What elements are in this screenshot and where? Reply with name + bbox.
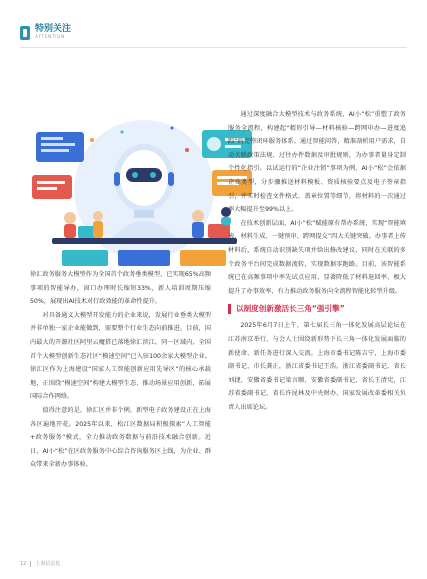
- heading-bar-icon: [228, 304, 231, 314]
- paragraph: 对具备通义大模型开发能力的企业来说，发展行业垂类大模型并非单独一家企业能做到，需要整个行业生态向前推进。目前，国内最大的开源社区阿里云魔搭已落地徐汇滨江。同一区域内，全国首个大模型创新生态社区“模速空间”已入驻100余家大模型企业。徐汇区作为上海建设“国家人工智能创新应用先导区”的核心承载地，正围绕“模速空间”构建大模型生态，推动场景应用创新，拓展国际合作网络。: [30, 311, 211, 401]
- footer-divider: [30, 561, 31, 567]
- paragraph: 2025年6月7日上午，第七届长三角一体化发展高层论坛在江苏南京举行，与会人士围绕新形势下长三角一体化发展面临的新使命、新任务进行深入交流。上海市委书记陈吉宁，上海市委副书记、市长龚正，浙江省委书记王浩，浙江省委副书记、省长刘捷，安徽省委书记梁言顺，安徽省委副书记、省长王清宪，江苏省委副书记、省长许昆林及中央财办、国家发展改革委相关负责人出席论坛。: [228, 322, 406, 411]
- page-number: 12: [20, 560, 27, 567]
- paragraph: 值得注意的是，徐汇区并非个例，新型电子政务建设正在上海各区遍地开花。2025年以来，松江区数据局积极探索“人工智能+政务服务”模式，全力推动政务数据与前沿技术融合创新。近日，AI小“松”在区政务服务中心综合咨询服务区上线，为企业、群众带来全新办事体验。: [30, 406, 211, 469]
- section-title: 特别关注: [35, 24, 72, 35]
- left-column: [30, 268, 211, 472]
- header-divider: [20, 47, 407, 48]
- paragraph: 在技术创新层面，AI小“松”赋能原有帮办系统，实现“智能填表、材料生成、一键预审、跨网提交”四大关键突破。办事者上传材料后，系统自动识别缺失项并给出修改建议，同时在关联的多个政务平台间完成数据流转，实现数据零跑路。目前，该智能系统已在高频事项中率先试点应用，显著降低了材料退回率，极大提升了办事效率，有力推动政务服务向全流程智能化转型升级。: [228, 219, 406, 295]
- image-caption: 徐汇政务服务大模型作为全国首个政务垂类模型，已实现65%高频事项的智能导办，窗口办理时长缩短33%，新人培训周期压缩50%，展现出AI技术对行政效能的革命性提升。: [30, 271, 211, 306]
- section-header: [20, 22, 71, 44]
- section-subtitle: ATTENTION: [35, 35, 65, 41]
- paragraph: 通过深度融合大模型技术与政务系统，AI小“松”重塑了政务服务全流程，构建起“精形引导—材料核验—跨网申办—进度追踪”的完整闭环服务体系。通过智能问答，精准剖析用户需求，自动关联政策法规、过往办件数据及审批规则，为办事者量身定制个性化指引。以试运行的“企业注销”事项为例，AI小“松”会依据企业类型，分步骤推送材料模板、资质核验要点及电子签章指引，并实时检查文件格式、盖章位置等细节，将材料的一次通过率大幅提升至99%以上。: [228, 111, 406, 214]
- page-footer: [20, 560, 60, 567]
- section-heading-text: 以制度创新激活长三角“强引擎”: [236, 304, 345, 314]
- publication-name: 上海信息化: [35, 561, 61, 567]
- section-heading: [228, 303, 406, 315]
- right-column: [228, 108, 406, 414]
- section-marker-icon: [20, 26, 30, 40]
